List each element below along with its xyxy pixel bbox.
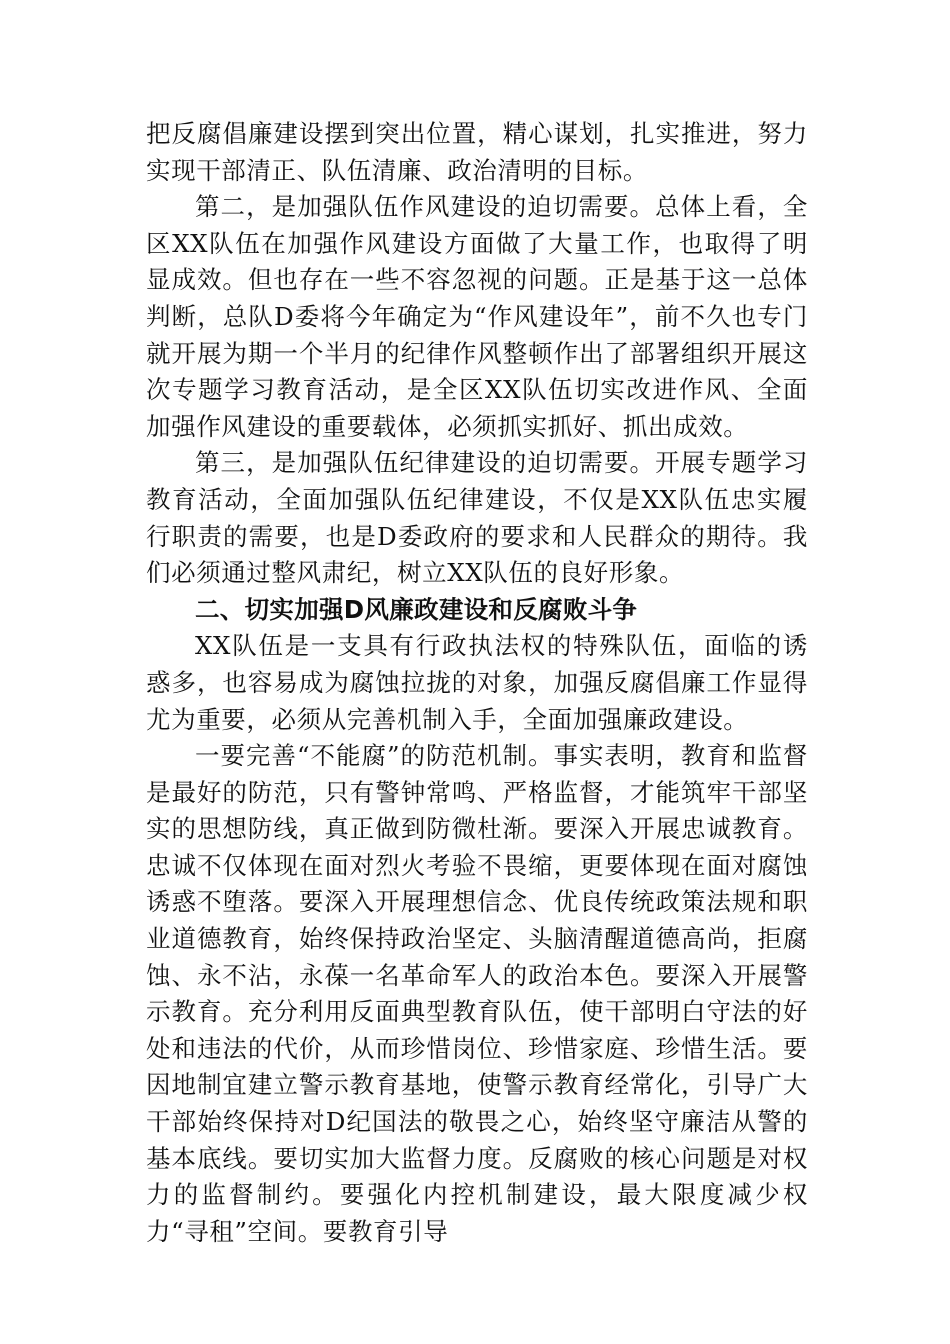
- paragraph-third-point: 第三，是加强队伍纪律建设的迫切需要。开展专题学习教育活动，全面加强队伍纪律建设，不仅是XX队伍忠实履行职责的需要，也是D委政府的要求和人民群众的期待。我们必须通过整风肃纪，树立XX队伍的良好形象。: [146, 448, 808, 588]
- section-heading: 二、切实加强D风廉政建设和反腐败斗争: [195, 594, 638, 624]
- paragraph-second-point: 第二，是加强队伍作风建设的迫切需要。总体上看，全区XX队伍在加强作风建设方面做了大量工作，也取得了明显成效。但也存在一些不容忽视的问题。正是基于这一总体判断，总队D委将今年确定为“作风建设年”，前不久也专门就开展为期一个半月的纪律作风整顿作出了部署组织开展这次专题学习教育活动，是全区XX队伍切实改进作风、全面加强作风建设的重要载体，必须抓实抓好、抓出成效。: [146, 192, 808, 441]
- paragraph-continuation: 把反腐倡廉建设摆到突出位置，精心谋划，扎实推进，努力实现干部清正、队伍清廉、政治清明的目标。: [146, 119, 808, 185]
- paragraph-prevention-mechanism: 一要完善“不能腐”的防范机制。事实表明，教育和监督是最好的防范，只有警钟常鸣、严格监督，才能筑牢干部坚实的思想防线，真正做到防微杜渐。要深入开展忠诚教育。忠诚不仅体现在面对烈火考验不畏缩，更要体现在面对腐蚀诱惑不堕落。要深入开展理想信念、优良传统政策法规和职业道德教育，始终保持政治坚定、头脑清醒道德高尚，拒腐蚀、永不沾，永葆一名革命军人的政治本色。要深入开展警示教育。充分利用反面典型教育队伍，使干部明白守法的好处和违法的代价，从而珍惜岗位、珍惜家庭、珍惜生活。要因地制宜建立警示教育基地，使警示教育经常化，引导广大干部始终保持对D纪国法的敬畏之心，始终坚守廉洁从警的基本底线。要切实加大监督力度。反腐败的核心问题是对权力的监督制约。要强化内控机制建设，最大限度减少权力“寻租”空间。要教育引导: [146, 741, 808, 1246]
- document-body: [146, 116, 808, 1250]
- paragraph-section-intro: XX队伍是一支具有行政执法权的特殊队伍，面临的诱惑多，也容易成为腐蚀拉拢的对象，加强反腐倡廉工作显得尤为重要，必须从完善机制入手，全面加强廉政建设。: [146, 631, 808, 734]
